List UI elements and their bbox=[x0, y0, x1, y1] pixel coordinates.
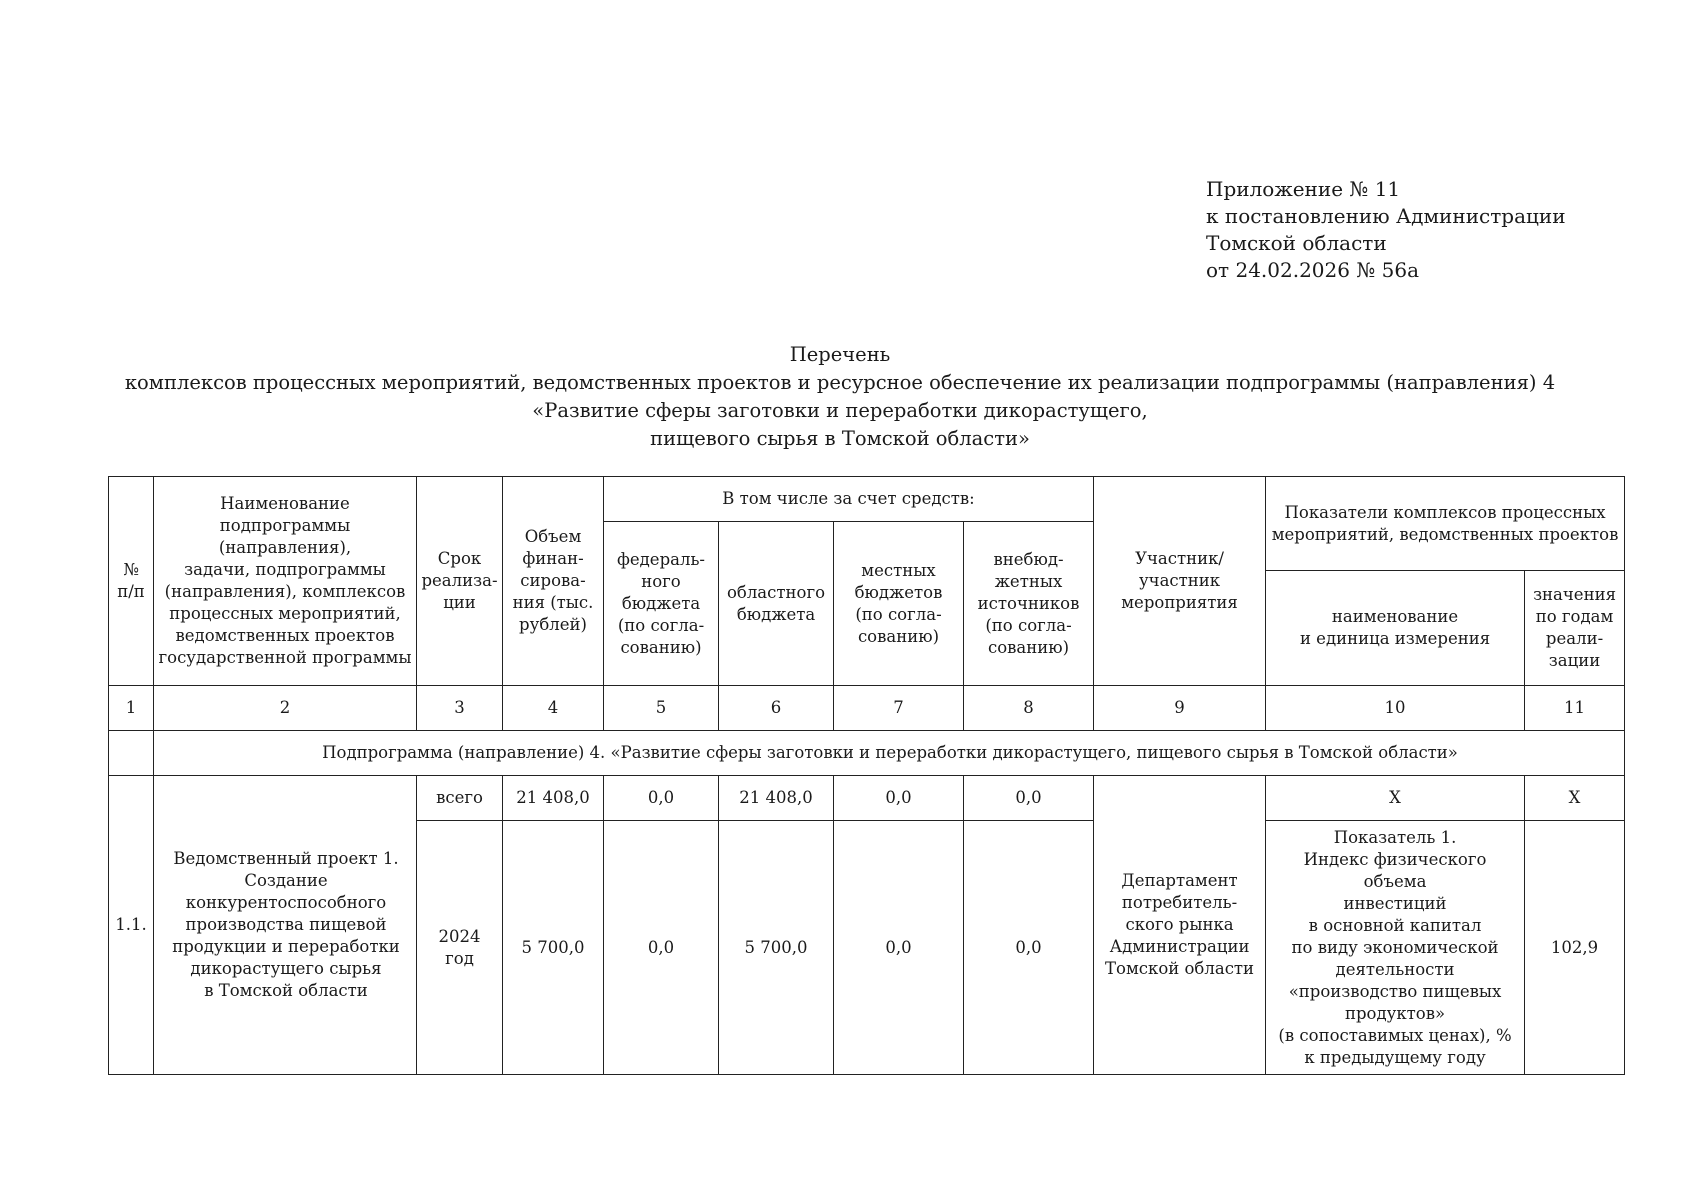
header-incl: В том числе за счет средств: bbox=[604, 477, 1094, 522]
project-total-row bbox=[109, 776, 1625, 821]
cell-line: Индекс физического объема bbox=[1303, 849, 1487, 891]
cell-line: реали- bbox=[1545, 629, 1604, 648]
cell-line: сирова- bbox=[520, 571, 586, 590]
year-term bbox=[417, 821, 503, 1075]
cell-line: местных bbox=[861, 560, 936, 580]
cell-line: источников bbox=[977, 593, 1080, 613]
year-extra: 0,0 bbox=[964, 821, 1094, 1075]
appendix-line: Приложение № 11 bbox=[1206, 177, 1401, 201]
cell-line: сованию) bbox=[620, 637, 702, 657]
cell-line: мероприятий, ведомственных проектов bbox=[1271, 524, 1619, 544]
cell-line: участник bbox=[1138, 571, 1221, 590]
subprogram-title: Подпрограмма (направление) 4. «Развитие сферы заготовки и переработки дикорастущего, пищевого сырья в Томской области» bbox=[154, 731, 1625, 776]
header-federal bbox=[604, 522, 719, 686]
total-regional: 21 408,0 bbox=[719, 776, 834, 821]
title-line: комплексов процессных мероприятий, ведомственных проектов и ресурсное обеспечение их реализации подпрограммы (направления) 4 bbox=[124, 371, 1556, 394]
cell-line: потребитель- bbox=[1121, 893, 1238, 912]
cell-line: государственной программы bbox=[158, 648, 412, 667]
cell-line: бюджета bbox=[736, 604, 816, 624]
cell-line: мероприятия bbox=[1121, 593, 1238, 612]
cell-line: значения bbox=[1533, 585, 1616, 604]
col-number: 5 bbox=[604, 686, 719, 731]
cell-line: жетных bbox=[994, 571, 1063, 591]
cell-line: сованию) bbox=[987, 637, 1070, 657]
subprogram-num bbox=[109, 731, 154, 776]
cell-line: инвестиций bbox=[1343, 893, 1447, 913]
cell-line: подпрограммы bbox=[219, 516, 351, 535]
cell-line: Администрации bbox=[1109, 937, 1250, 956]
header-indicators bbox=[1266, 477, 1625, 571]
header-regional bbox=[719, 522, 834, 686]
cell-line: продукции и переработки bbox=[172, 937, 400, 956]
appendix-line: Томской области bbox=[1206, 231, 1387, 255]
cell-line: дикорастущего сырья bbox=[190, 959, 382, 978]
cell-line: Срок bbox=[437, 549, 482, 568]
cell-line: конкурентоспособного bbox=[185, 893, 387, 912]
cell-line: ного bbox=[641, 571, 681, 591]
cell-line: ции bbox=[443, 593, 476, 612]
cell-line: ния (тыс. bbox=[512, 593, 594, 612]
cell-line: 2024 bbox=[438, 926, 481, 946]
total-volume: 21 408,0 bbox=[503, 776, 604, 821]
cell-line: Создание bbox=[244, 871, 328, 890]
cell-line: сованию) bbox=[857, 626, 940, 646]
cell-line: Ведомственный проект 1. bbox=[173, 849, 399, 868]
title-line: пищевого сырья в Томской области» bbox=[650, 427, 1030, 450]
col-number: 9 bbox=[1094, 686, 1266, 731]
cell-line: «производство пищевых bbox=[1288, 981, 1502, 1001]
col-number: 7 bbox=[834, 686, 964, 731]
cell-line: деятельности bbox=[1335, 959, 1455, 979]
cell-line: Объем bbox=[524, 527, 582, 546]
cell-line: финан- bbox=[522, 549, 584, 568]
year-volume: 5 700,0 bbox=[503, 821, 604, 1075]
col-number: 10 bbox=[1266, 686, 1525, 731]
cell-line: Показатели комплексов процессных bbox=[1284, 502, 1606, 522]
cell-line: (направления), комплексов bbox=[164, 582, 406, 601]
cell-line: областного bbox=[726, 582, 826, 602]
cell-line: ведомственных проектов bbox=[175, 626, 395, 645]
cell-line: ского рынка bbox=[1125, 915, 1234, 934]
cell-line: по годам bbox=[1535, 607, 1614, 626]
cell-line: (направления), bbox=[218, 538, 352, 557]
cell-line: зации bbox=[1548, 651, 1601, 670]
cell-line: производства пищевой bbox=[185, 915, 387, 934]
header-ind-values bbox=[1525, 571, 1625, 686]
col-number: 11 bbox=[1525, 686, 1625, 731]
header-volume bbox=[503, 477, 604, 686]
total-ind-name: Х bbox=[1266, 776, 1525, 821]
header-num bbox=[109, 477, 154, 686]
cell-line: (по согла- bbox=[855, 604, 942, 624]
total-extra: 0,0 bbox=[964, 776, 1094, 821]
project-name bbox=[154, 776, 417, 1075]
cell-line: задачи, подпрограммы bbox=[184, 560, 386, 579]
cell-line: № bbox=[123, 560, 139, 579]
header-local bbox=[834, 522, 964, 686]
cell-line: внебюд- bbox=[993, 549, 1064, 569]
header-participant bbox=[1094, 477, 1266, 686]
col-number: 6 bbox=[719, 686, 834, 731]
col-number: 8 bbox=[964, 686, 1094, 731]
indicator-value: 102,9 bbox=[1525, 821, 1625, 1075]
project-participant bbox=[1094, 776, 1266, 1075]
header-term bbox=[417, 477, 503, 686]
resource-table bbox=[108, 476, 1625, 1075]
header-name bbox=[154, 477, 417, 686]
cell-line: бюджетов bbox=[854, 582, 943, 602]
year-regional: 5 700,0 bbox=[719, 821, 834, 1075]
cell-line: процессных мероприятий, bbox=[169, 604, 401, 623]
total-federal: 0,0 bbox=[604, 776, 719, 821]
total-local: 0,0 bbox=[834, 776, 964, 821]
header-extra bbox=[964, 522, 1094, 686]
subprogram-row bbox=[109, 731, 1625, 776]
cell-line: наименование bbox=[1331, 607, 1459, 626]
cell-line: Томской области bbox=[1105, 959, 1255, 978]
cell-line: реализа- bbox=[421, 571, 498, 590]
cell-line: и единица измерения bbox=[1299, 629, 1491, 648]
title-line: «Развитие сферы заготовки и переработки дикорастущего, bbox=[532, 399, 1148, 422]
cell-line: по виду экономической bbox=[1291, 937, 1499, 957]
cell-line: год bbox=[445, 948, 474, 968]
cell-line: Показатель 1. bbox=[1333, 827, 1457, 847]
cell-line: (в сопоставимых ценах), % bbox=[1278, 1025, 1512, 1045]
col-number: 4 bbox=[503, 686, 604, 731]
col-number: 1 bbox=[109, 686, 154, 731]
year-federal: 0,0 bbox=[604, 821, 719, 1075]
cell-line: Департамент bbox=[1121, 871, 1238, 890]
cell-line: в основной капитал bbox=[1308, 915, 1482, 935]
cell-line: Участник/ bbox=[1135, 549, 1224, 568]
cell-line: (по согла- bbox=[985, 615, 1072, 635]
cell-line: к предыдущему году bbox=[1304, 1047, 1486, 1067]
appendix-line: от 24.02.2026 № 56а bbox=[1206, 258, 1419, 282]
cell-line: в Томской области bbox=[204, 981, 368, 1000]
year-local: 0,0 bbox=[834, 821, 964, 1075]
appendix-line: к постановлению Администрации bbox=[1206, 204, 1566, 228]
cell-line: федераль- bbox=[616, 549, 706, 569]
total-ind-value: Х bbox=[1525, 776, 1625, 821]
cell-line: бюджета bbox=[621, 593, 701, 613]
indicator-name bbox=[1266, 821, 1525, 1075]
project-num: 1.1. bbox=[109, 776, 154, 1075]
cell-line: рублей) bbox=[519, 615, 587, 634]
col-number: 3 bbox=[417, 686, 503, 731]
column-numbers-row bbox=[109, 686, 1625, 731]
col-number: 2 bbox=[154, 686, 417, 731]
title-line: Перечень bbox=[789, 343, 891, 366]
header-ind-name bbox=[1266, 571, 1525, 686]
cell-line: продуктов» bbox=[1344, 1003, 1446, 1023]
cell-line: (по согла- bbox=[617, 615, 705, 635]
appendix-note bbox=[1206, 176, 1566, 284]
document-title bbox=[100, 341, 1580, 453]
cell-line: Наименование bbox=[220, 494, 350, 513]
cell-line: п/п bbox=[117, 582, 145, 601]
total-term: всего bbox=[417, 776, 503, 821]
